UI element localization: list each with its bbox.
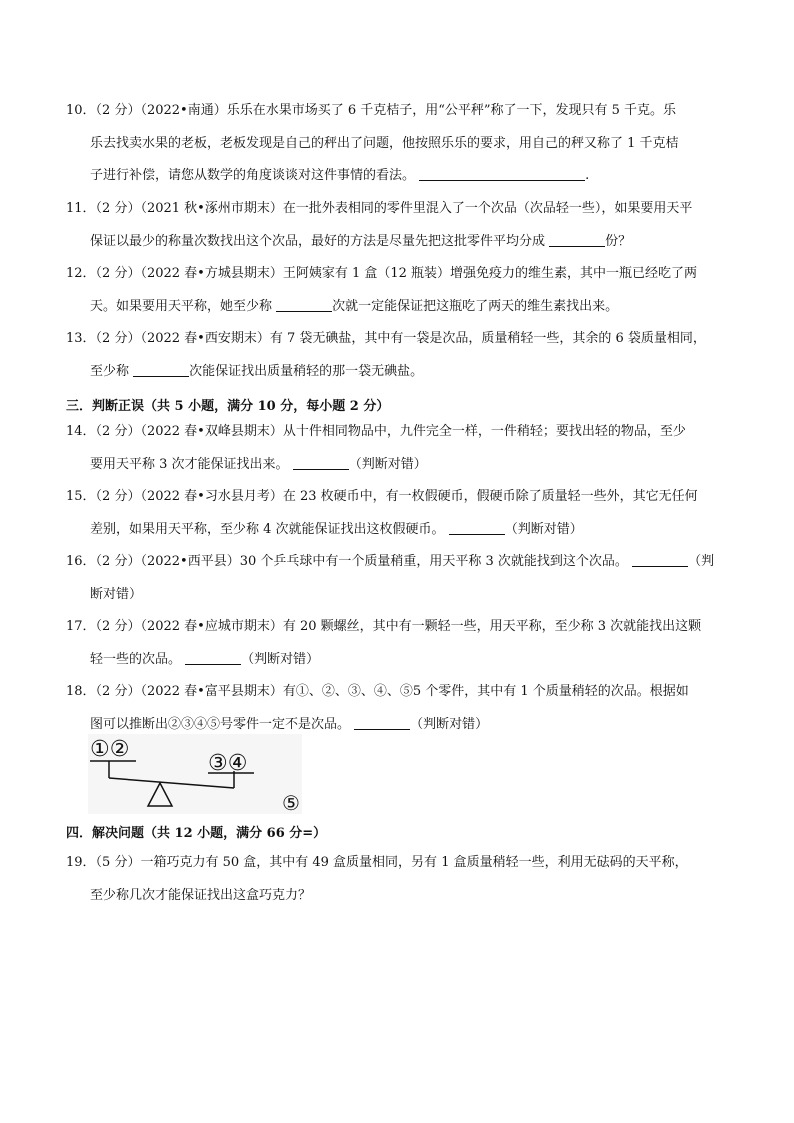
question-10 — [66, 95, 726, 193]
question-13 — [66, 323, 726, 388]
question-line: 图可以推断出②③④⑤号零件一定不是次品。 （判断对错） — [90, 716, 489, 732]
left-pan-label: ①② — [90, 737, 130, 762]
answer-blank[interactable] — [293, 455, 349, 470]
question-line: 差别，如果用天平称，至少称 4 次就能保证找出这枚假硬币。 （判断对错） — [90, 521, 583, 537]
section-heading-3: 三．判断正误（共 5 小题，满分 10 分，每小题 2 分） — [66, 399, 390, 414]
question-line: 至少称 次能保证找出质量稍轻的那一袋无碘盐。 — [90, 363, 424, 379]
answer-blank[interactable] — [133, 362, 189, 377]
question-line: 子进行补偿，请您从数学的角度谈谈对这件事情的看法。 . — [90, 168, 590, 183]
question-14 — [66, 416, 726, 481]
question-line: 18．（2 分）（2022 春•富平县期末）有①、②、③、④、⑤5 个零件，其中有 1 个质量稍轻的次品。根据如 — [66, 684, 689, 699]
question-line: 12．（2 分）（2022 春•方城县期末）王阿姨家有 1 盒（12 瓶装）增强免疫力的维生素，其中一瓶已经吃了两 — [66, 266, 698, 281]
answer-blank[interactable] — [632, 552, 688, 567]
question-12 — [66, 258, 726, 323]
question-line: 14．（2 分）（2022 春•双峰县期末）从十件相同物品中，九件完全一样，一件稍轻；要找出轻的物品，至少 — [66, 424, 686, 439]
question-line: 天。如果要用天平称，她至少称 次就一定能保证把这瓶吃了两天的维生素找出来。 — [90, 298, 619, 314]
fulcrum-icon — [148, 783, 172, 806]
question-line: 19．（5 分）一箱巧克力有 50 盒，其中有 49 盒质量相同，另有 1 盒质量稍轻一些，利用无砝码的天平称， — [66, 855, 688, 870]
beam-line — [109, 778, 234, 788]
answer-blank[interactable] — [419, 166, 585, 181]
question-line: 13．（2 分）（2022 春•西安期末）有 7 袋无碘盐，其中有一袋是次品，质量稍轻一些，其余的 6 袋质量相同， — [66, 331, 706, 346]
question-line: 保证以最少的称量次数找出这个次品，最好的方法是尽量先把这批零件平均分成 份？ — [90, 233, 632, 249]
answer-blank[interactable] — [354, 715, 410, 730]
question-19 — [66, 847, 726, 912]
question-line: 乐去找卖水果的老板，老板发现是自己的秤出了问题，他按照乐乐的要求，用自己的秤又称了 1 千克桔 — [90, 135, 679, 151]
right-pan-label: ③④ — [208, 751, 248, 776]
answer-blank[interactable] — [276, 297, 332, 312]
question-11 — [66, 193, 726, 258]
answer-blank[interactable] — [449, 520, 505, 535]
balance-scale-icon — [88, 734, 302, 814]
answer-blank[interactable] — [549, 232, 605, 247]
question-line: 至少称几次才能保证找出这盒巧克力？ — [90, 887, 312, 903]
question-18 — [66, 676, 726, 741]
question-line: 15．（2 分）（2022 春•习水县月考）在 23 枚硬币中，有一枚假硬币，假硬币除了质量轻一些外，其它无任何 — [66, 489, 698, 504]
question-line: 17．（2 分）（2022 春•应城市期末）有 20 颗螺丝，其中有一颗轻一些，用天平称，至少称 3 次就能找出这颗 — [66, 619, 702, 634]
aside-item-label: ⑤ — [282, 791, 300, 814]
balance-scale-figure — [88, 734, 302, 814]
question-line: 10．（2 分）（2022•南通）乐乐在水果市场买了 6 千克桔子，用“公平秤”称了一下，发现只有 5 千克。乐 — [66, 103, 677, 118]
section-heading-4: 四．解决问题（共 12 小题，满分 66 分=） — [66, 826, 327, 841]
question-16 — [66, 546, 726, 611]
question-15 — [66, 481, 726, 546]
answer-blank[interactable] — [185, 650, 241, 665]
question-line: 要用天平称 3 次才能保证找出来。 （判断对错） — [90, 456, 427, 472]
question-line: 16．（2 分）（2022•西平县）30 个乒乓球中有一个质量稍重，用天平称 3 次就能找到这个次品。 （判 — [66, 554, 715, 569]
question-17 — [66, 611, 726, 676]
question-line: 轻一些的次品。 （判断对错） — [90, 651, 320, 667]
question-line: 断对错） — [90, 586, 143, 602]
question-line: 11．（2 分）（2021 秋•涿州市期末）在一批外表相同的零件里混入了一个次品（次品轻一些），如果要用天平 — [66, 201, 693, 216]
